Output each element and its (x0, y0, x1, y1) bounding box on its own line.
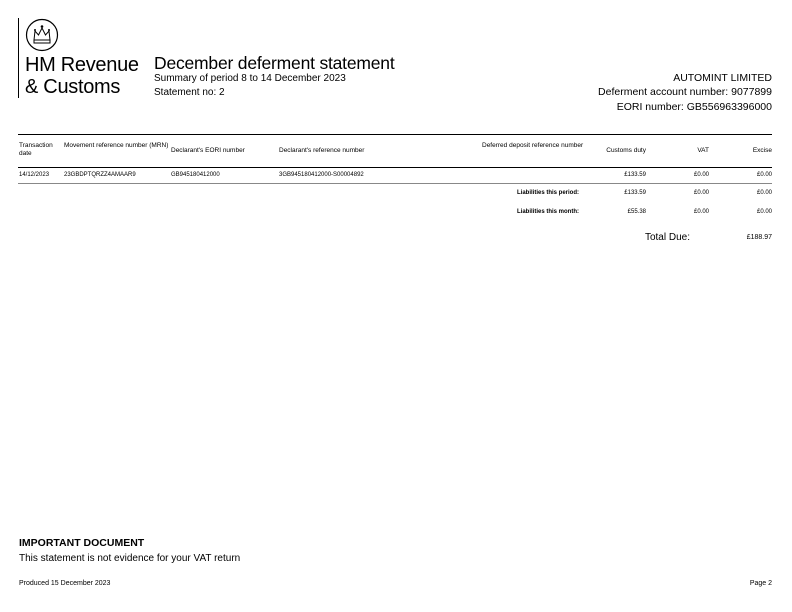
liabilities-month-customs: £55.38 (627, 209, 646, 215)
royal-crest-icon (25, 18, 59, 52)
liabilities-period-label: Liabilities this period: (516, 190, 579, 196)
total-due-label: Total Due: (644, 232, 690, 243)
statement-number: Statement no: 2 (154, 87, 225, 98)
produced-date: Produced 15 December 2023 (19, 580, 111, 587)
cell-declarant-reference: 3GB945180412000-S00004892 (279, 172, 364, 178)
table-top-rule (18, 134, 772, 135)
header-vat: VAT (697, 147, 709, 154)
hmrc-logo-text (25, 54, 139, 98)
liabilities-month-vat: £0.00 (693, 209, 709, 215)
deferment-account-number: Deferment account number: 9077899 (598, 86, 772, 98)
table-row-rule (18, 183, 772, 184)
liabilities-period-customs: £133.59 (624, 190, 646, 196)
header-declarant-reference: Declarant's reference number (279, 147, 365, 154)
vat-evidence-note: This statement is not evidence for your VAT return (19, 553, 241, 564)
liabilities-month-label: Liabilities this month: (516, 209, 579, 215)
org-name-line2: & Customs (25, 76, 121, 98)
cell-transaction-date: 14/12/2023 (19, 172, 50, 178)
liabilities-period-vat: £0.00 (693, 190, 709, 196)
cell-customs-duty: £133.59 (624, 172, 646, 178)
header-declarant-eori: Declarant's EORI number (171, 147, 245, 154)
statement-title: December deferment statement (154, 53, 395, 73)
header-mrn: Movement reference number (MRN) (64, 142, 169, 149)
company-name: AUTOMINT LIMITED (673, 72, 772, 84)
cell-vat: £0.00 (693, 172, 709, 178)
org-name-line1: HM Revenue (25, 54, 139, 76)
header-customs-duty: Customs duty (606, 147, 646, 154)
liabilities-month-excise: £0.00 (756, 209, 772, 215)
header-excise: Excise (752, 147, 772, 154)
cell-declarant-eori: GB945180412000 (171, 172, 220, 178)
header-deferred-deposit-reference: Deferred deposit reference number (482, 142, 584, 149)
table-header-rule (18, 167, 772, 168)
header-transaction-date: Transaction date (19, 142, 53, 157)
cell-mrn: 23GBDPTQRZZ4AMAAR9 (64, 172, 136, 178)
cell-excise: £0.00 (756, 172, 772, 178)
logo-divider (18, 18, 19, 98)
page-number: Page 2 (749, 580, 772, 587)
eori-number: EORI number: GB556963396000 (616, 101, 772, 113)
liabilities-period-excise: £0.00 (756, 190, 772, 196)
important-document-heading: IMPORTANT DOCUMENT (19, 537, 145, 549)
statement-summary: Summary of period 8 to 14 December 2023 (154, 73, 346, 84)
total-due-value: £188.97 (746, 234, 772, 241)
